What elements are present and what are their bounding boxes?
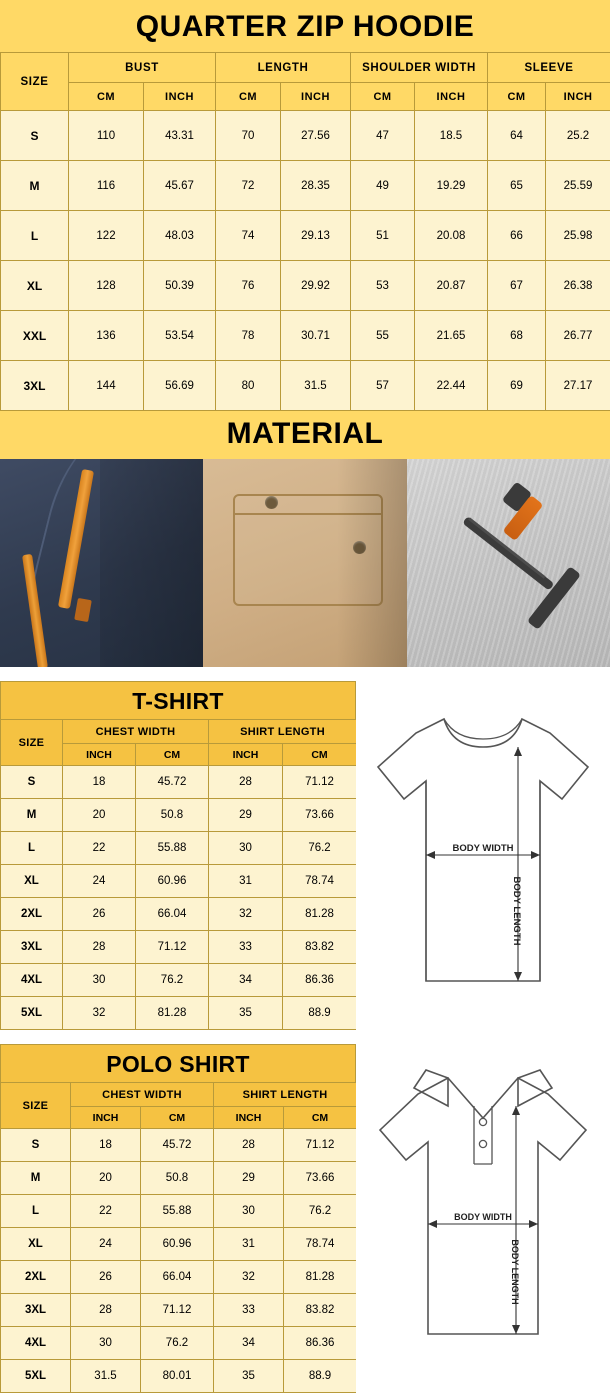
cell-length-inch: 29.92 [281,261,351,311]
table-row [1,1294,357,1327]
cell-bust-cm: 110 [69,111,144,161]
cell-chest-cm: 71.12 [141,1294,214,1327]
cell-length-cm: 81.28 [283,898,357,931]
table-row [1,261,610,311]
table-row [1,997,357,1030]
cell-bust-inch: 53.54 [144,311,216,361]
tshirt-title: T-SHIRT [0,681,356,719]
table-row [1,161,610,211]
tan-sleeve-pocket-photo [203,459,407,667]
cell-chest-cm: 60.96 [136,865,209,898]
cell-chest-inch: 26 [63,898,136,931]
cell-chest-inch: 28 [71,1294,141,1327]
tshirt-unit-chest-cm: CM [136,744,209,766]
cell-length-cm: 76.2 [284,1195,357,1228]
cell-size: M [1,161,69,211]
cell-bust-inch: 45.67 [144,161,216,211]
table-row [1,1261,357,1294]
navy-hoodie-drawstring-photo [0,459,203,667]
hoodie-section [0,0,610,667]
tshirt-header-chest: CHEST WIDTH [63,720,209,744]
cell-size: XL [1,1228,71,1261]
cell-sleeve-cm: 66 [488,211,546,261]
cell-bust-inch: 56.69 [144,361,216,411]
cell-length-inch: 27.56 [281,111,351,161]
polo-header-length: SHIRT LENGTH [214,1083,357,1107]
cell-length-inch: 32 [214,1261,284,1294]
table-row [1,1228,357,1261]
hoodie-unit-length-cm: CM [216,83,281,111]
cell-size: 3XL [1,1294,71,1327]
cell-chest-inch: 24 [71,1228,141,1261]
table-row [1,898,357,931]
cell-chest-cm: 55.88 [136,832,209,865]
cell-length-inch: 29.13 [281,211,351,261]
material-photo-row [0,459,610,667]
hoodie-header-row [1,53,610,83]
section-spacer [0,667,610,681]
table-row [1,211,610,261]
cell-size: S [1,111,69,161]
tshirt-diagram-wrap [356,681,610,1030]
hoodie-unit-bust-cm: CM [69,83,144,111]
polo-header-row [1,1083,357,1107]
polo-unit-chest-cm: CM [141,1107,214,1129]
cell-length-inch: 28.35 [281,161,351,211]
cell-length-inch: 29 [214,1162,284,1195]
table-row [1,865,357,898]
cell-length-inch: 30.71 [281,311,351,361]
hoodie-unit-shoulder-cm: CM [351,83,415,111]
cell-shoulder-inch: 20.87 [415,261,488,311]
cell-shoulder-cm: 47 [351,111,415,161]
cell-length-cm: 80 [216,361,281,411]
cell-length-inch: 32 [209,898,283,931]
tshirt-diagram [356,681,610,1021]
tshirt-unit-length-inch: INCH [209,744,283,766]
cell-length-cm: 76.2 [283,832,357,865]
table-row [1,1327,357,1360]
cell-chest-inch: 31.5 [71,1360,141,1393]
polo-diagram [356,1044,610,1364]
cell-length-cm: 86.36 [284,1327,357,1360]
cell-chest-cm: 80.01 [141,1360,214,1393]
cell-length-cm: 71.12 [283,766,357,799]
cell-chest-inch: 24 [63,865,136,898]
cell-length-inch: 35 [209,997,283,1030]
hoodie-unit-bust-inch: INCH [144,83,216,111]
table-row [1,964,357,997]
polo-unit-length-inch: INCH [214,1107,284,1129]
table-row [1,111,610,161]
cell-bust-cm: 128 [69,261,144,311]
table-row [1,1129,357,1162]
cell-chest-cm: 66.04 [136,898,209,931]
polo-section [0,1044,610,1393]
hoodie-unit-row [1,83,610,111]
cell-length-inch: 34 [209,964,283,997]
cell-size: XL [1,261,69,311]
cell-shoulder-inch: 18.5 [415,111,488,161]
hoodie-header-bust: BUST [69,53,216,83]
cell-length-cm: 73.66 [284,1162,357,1195]
tshirt-size-table [0,719,357,1030]
cell-size: XXL [1,311,69,361]
cell-bust-cm: 116 [69,161,144,211]
cell-length-inch: 35 [214,1360,284,1393]
table-row [1,931,357,964]
tshirt-unit-chest-inch: INCH [63,744,136,766]
polo-diagram-wrap [356,1044,610,1393]
table-row [1,766,357,799]
cell-size: S [1,1129,71,1162]
cell-size: 4XL [1,1327,71,1360]
cell-length-cm: 74 [216,211,281,261]
cell-shoulder-inch: 20.08 [415,211,488,261]
cell-length-inch: 31.5 [281,361,351,411]
cell-sleeve-cm: 69 [488,361,546,411]
cell-size: L [1,211,69,261]
cell-size: 4XL [1,964,63,997]
table-row [1,1360,357,1393]
cell-sleeve-cm: 67 [488,261,546,311]
cell-length-cm: 70 [216,111,281,161]
cell-length-cm: 88.9 [284,1360,357,1393]
cell-chest-inch: 26 [71,1261,141,1294]
cell-chest-cm: 60.96 [141,1228,214,1261]
cell-chest-cm: 76.2 [136,964,209,997]
cell-length-cm: 72 [216,161,281,211]
cell-chest-cm: 76.2 [141,1327,214,1360]
table-row [1,1195,357,1228]
cell-chest-inch: 28 [63,931,136,964]
polo-unit-chest-inch: INCH [71,1107,141,1129]
cell-sleeve-cm: 64 [488,111,546,161]
cell-chest-inch: 18 [63,766,136,799]
cell-length-cm: 78.74 [283,865,357,898]
hoodie-header-length: LENGTH [216,53,351,83]
polo-unit-length-cm: CM [284,1107,357,1129]
cell-length-inch: 34 [214,1327,284,1360]
cell-sleeve-inch: 27.17 [546,361,610,411]
cell-sleeve-inch: 25.59 [546,161,610,211]
cell-chest-inch: 32 [63,997,136,1030]
tshirt-section [0,681,610,1030]
cell-chest-cm: 66.04 [141,1261,214,1294]
cell-chest-inch: 20 [71,1162,141,1195]
cell-bust-inch: 48.03 [144,211,216,261]
cell-length-cm: 78 [216,311,281,361]
cell-sleeve-cm: 68 [488,311,546,361]
cell-length-inch: 30 [214,1195,284,1228]
cell-length-inch: 31 [214,1228,284,1261]
cell-size: 5XL [1,997,63,1030]
cell-length-cm: 88.9 [283,997,357,1030]
cell-length-cm: 83.82 [284,1294,357,1327]
polo-title: POLO SHIRT [0,1044,356,1082]
cell-bust-cm: 136 [69,311,144,361]
table-row [1,1162,357,1195]
hoodie-title: QUARTER ZIP HOODIE [0,0,610,52]
polo-header-chest: CHEST WIDTH [71,1083,214,1107]
cell-length-cm: 73.66 [283,799,357,832]
cell-length-inch: 33 [209,931,283,964]
tshirt-header-length: SHIRT LENGTH [209,720,357,744]
table-row [1,799,357,832]
material-title: MATERIAL [0,411,610,459]
cell-length-inch: 30 [209,832,283,865]
cell-size: L [1,1195,71,1228]
polo-size-table [0,1082,357,1393]
pocket-snap-icon [265,496,278,509]
cell-chest-cm: 55.88 [141,1195,214,1228]
cell-size: 3XL [1,361,69,411]
tshirt-header-row [1,720,357,744]
cell-length-inch: 33 [214,1294,284,1327]
photo-shading [337,459,407,667]
cell-chest-cm: 45.72 [136,766,209,799]
cell-length-inch: 29 [209,799,283,832]
cell-bust-cm: 144 [69,361,144,411]
cell-chest-inch: 30 [63,964,136,997]
hoodie-unit-shoulder-inch: INCH [415,83,488,111]
cell-chest-cm: 50.8 [136,799,209,832]
hoodie-unit-sleeve-inch: INCH [546,83,610,111]
cell-chest-inch: 30 [71,1327,141,1360]
tshirt-unit-length-cm: CM [283,744,357,766]
hoodie-unit-length-inch: INCH [281,83,351,111]
cell-shoulder-inch: 19.29 [415,161,488,211]
cell-length-inch: 31 [209,865,283,898]
cell-chest-inch: 20 [63,799,136,832]
cell-length-cm: 78.74 [284,1228,357,1261]
cell-chest-cm: 50.8 [141,1162,214,1195]
tshirt-body-width-label: BODY WIDTH [452,843,513,854]
cell-bust-cm: 122 [69,211,144,261]
cell-chest-cm: 45.72 [141,1129,214,1162]
cell-sleeve-inch: 26.38 [546,261,610,311]
cell-length-cm: 86.36 [283,964,357,997]
cell-length-inch: 28 [214,1129,284,1162]
tshirt-table-wrap [0,681,356,1030]
polo-body-length-label: BODY LENGTH [510,1239,520,1304]
cell-size: 2XL [1,1261,71,1294]
cell-shoulder-cm: 49 [351,161,415,211]
cell-size: M [1,1162,71,1195]
table-row [1,361,610,411]
cell-shoulder-inch: 22.44 [415,361,488,411]
polo-header-size: SIZE [1,1083,71,1129]
hoodie-size-table [0,52,610,411]
cell-size: 5XL [1,1360,71,1393]
cell-size: XL [1,865,63,898]
polo-table-wrap [0,1044,356,1393]
cell-sleeve-inch: 26.77 [546,311,610,361]
grey-zipper-pull-photo [407,459,610,667]
cell-bust-inch: 50.39 [144,261,216,311]
cell-chest-cm: 71.12 [136,931,209,964]
tshirt-body-length-label: BODY LENGTH [511,877,522,946]
hoodie-header-sleeve: SLEEVE [488,53,610,83]
cell-bust-inch: 43.31 [144,111,216,161]
cell-length-cm: 81.28 [284,1261,357,1294]
cell-shoulder-inch: 21.65 [415,311,488,361]
cell-length-inch: 28 [209,766,283,799]
cell-chest-inch: 18 [71,1129,141,1162]
cell-length-cm: 76 [216,261,281,311]
polo-body-width-label: BODY WIDTH [454,1212,512,1222]
cell-size: S [1,766,63,799]
cell-chest-cm: 81.28 [136,997,209,1030]
cell-shoulder-cm: 57 [351,361,415,411]
cell-size: L [1,832,63,865]
hoodie-header-shoulder: SHOULDER WIDTH [351,53,488,83]
cell-chest-inch: 22 [71,1195,141,1228]
table-row [1,311,610,361]
cell-length-cm: 71.12 [284,1129,357,1162]
polo-button-icon [479,1118,486,1125]
polo-button-icon [479,1140,486,1147]
cell-size: 2XL [1,898,63,931]
cell-shoulder-cm: 51 [351,211,415,261]
section-spacer [0,1030,610,1044]
table-row [1,832,357,865]
cell-chest-inch: 22 [63,832,136,865]
cell-shoulder-cm: 53 [351,261,415,311]
cell-size: 3XL [1,931,63,964]
cell-length-cm: 83.82 [283,931,357,964]
hoodie-header-size: SIZE [1,53,69,111]
tshirt-header-size: SIZE [1,720,63,766]
hoodie-unit-sleeve-cm: CM [488,83,546,111]
cell-sleeve-inch: 25.98 [546,211,610,261]
cell-sleeve-cm: 65 [488,161,546,211]
cell-size: M [1,799,63,832]
cell-shoulder-cm: 55 [351,311,415,361]
cell-sleeve-inch: 25.2 [546,111,610,161]
